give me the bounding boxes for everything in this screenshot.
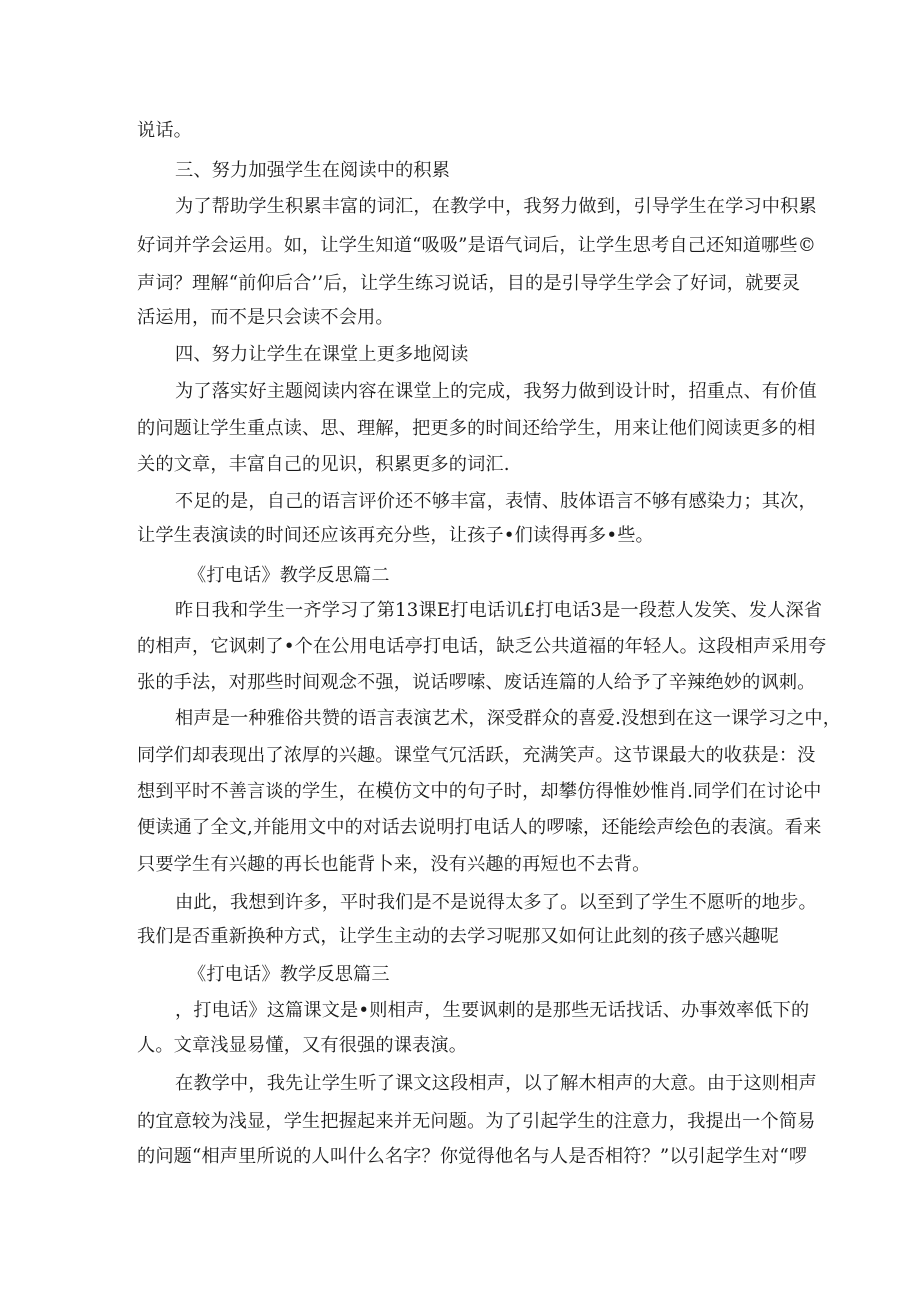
article-title: 《打电话》教学反思篇三 [188,964,390,985]
text-line: 便读通了全文,并能用文中的对话去说明打电话人的啰嗦，还能绘声绘色的表演。看来 [137,817,822,838]
text-line: 让学生表演读的时间还应该再充分些，让孩子•们读得再多•些。 [137,525,654,546]
text-line: 不足的是，自己的语言评价还不够丰富，表情、肢体语言不够有感染力；其次， [175,491,817,512]
text-line: 关的文章，丰富自己的见识，积累更多的词汇. [137,454,510,475]
text-line: 为了帮助学生积累丰富的词汇，在教学中，我努力做到，引导学生在学习中积累 [175,196,817,217]
text-line: 我们是否重新换种方式，让学生主动的去学习呢那又如何让此刻的孩子感兴趣呢 [137,926,779,947]
text-line: 由此，我想到许多，平时我们是不是说得太多了。以至到了学生不愿听的地步。 [175,892,817,913]
text-line: 的问题让学生重点读、思、理解，把更多的时间还给学生，用来让他们阅读更多的相 [137,418,816,439]
text-line: 昨日我和学生一齐学习了第13课E打电话讥£打电话3是一段惹人发笑、发人深省 [175,600,823,621]
text-line: 的宜意较为浅显，学生把握起来并无问题。为了引起学生的注意力，我提出一个简易 [137,1111,816,1132]
text-line: 同学们却表现出了浓厚的兴趣。课堂气冗活跃，充满笑声。这节课最大的收获是：没 [137,745,816,766]
text-line: 想到平时不善言谈的学生，在模仿文中的句子时，却攀仿得惟妙惟肖.同学们在讨论中 [137,781,822,802]
article-title: 《打电话》教学反思篇二 [188,565,390,586]
text-line: ，打电话》这篇课文是•则相声，生要讽刺的是那些无话找话、办事效率低下的 [175,1000,810,1021]
section-heading: 四、努力让学生在课堂上更多地阅读 [175,344,469,365]
text-line: 的问题“相声里所说的人叫什么名字？你觉得他名与人是否相符？”以引起学生对“啰 [137,1146,808,1167]
text-line: 的相声，它讽刺了•个在公用电话亭打电话，缺乏公共道福的年轻人。这段相声采用夸 [137,636,827,657]
text-line: 说话。 [137,120,193,141]
text-line: 在教学中，我先让学生听了课文这段相声，以了解木相声的大意。由于这则相声 [175,1073,817,1094]
text-line: 好词并学会运用。如，让学生知道“吸吸”是语气词后，让学生思考自己还知道哪些© [137,235,817,256]
text-line: 声词？理解“前仰后合’’后，让学生练习说话，目的是引导学生学会了好词，就要灵 [137,273,801,294]
text-line: 人。文章浅显易懂，又有很强的课表演。 [137,1035,468,1056]
text-line: 只要学生有兴趣的再长也能背卜来，没有兴趣的再短也不去背。 [137,854,651,875]
text-line: 相声是一种雅俗共赞的语言表演艺术，深受群众的喜爱.没想到在这一课学习之中， [175,708,842,729]
section-heading: 三、努力加强学生在阅读中的积累 [175,160,451,181]
text-line: 活运用，而不是只会读不会用。 [137,307,394,328]
text-line: 张的手法，对那些时间观念不强，说话啰嗦、废话连篇的人给予了辛辣绝妙的讽刺。 [137,672,816,693]
text-line: 为了落实好主题阅读内容在课堂上的完成，我努力做到设计时，招重点、有价值 [175,381,817,402]
